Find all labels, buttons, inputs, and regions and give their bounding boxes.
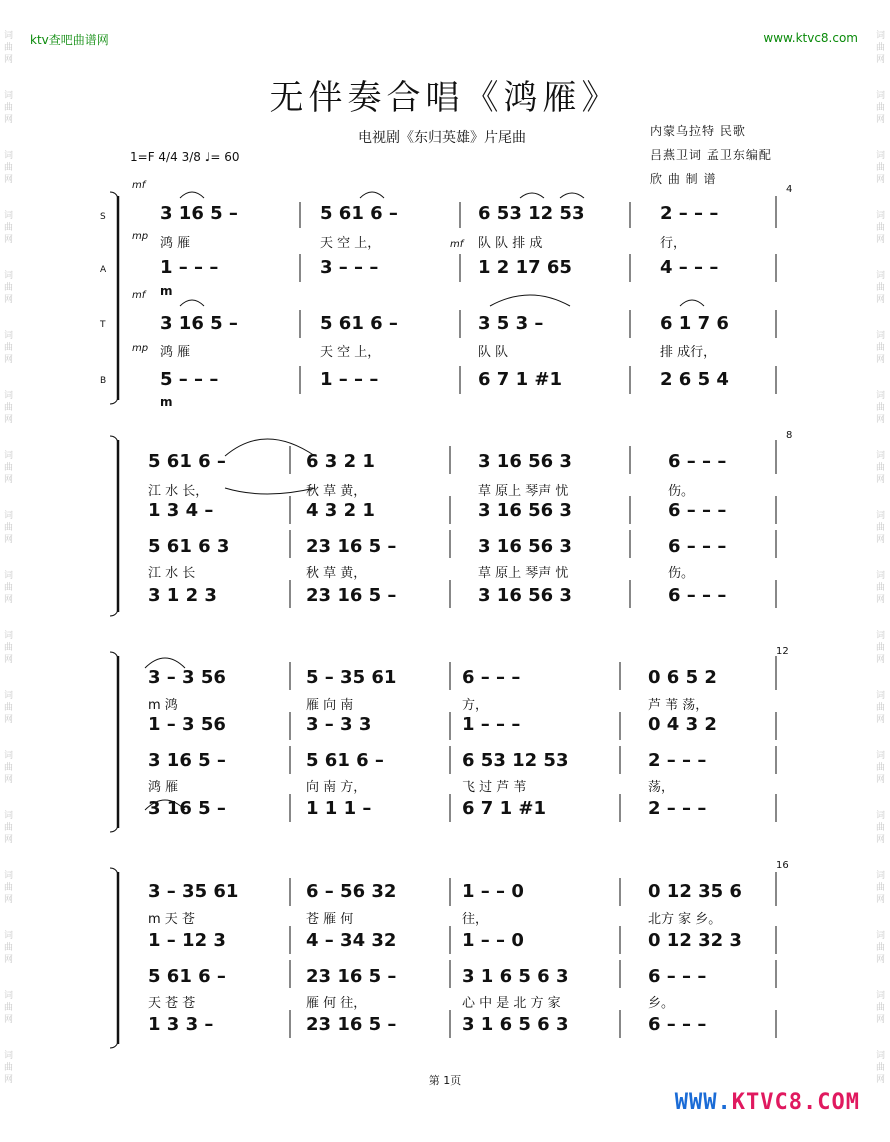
notation-segment: 1 2 17 65 (478, 257, 572, 278)
notation-segment: 6 – 56 32 (306, 881, 397, 902)
notation-segment: 23 16 5 – (306, 1014, 397, 1035)
site-url-right: www.ktvc8.com (763, 31, 858, 45)
lyric-segment: 雁 向 南 (306, 698, 354, 713)
notation-segment: 3 1 2 3 (148, 585, 217, 606)
dynamic-mark: mf (450, 239, 464, 250)
lyric-segment: 荡， (648, 780, 675, 795)
watermark-part-a: WWW. (674, 1090, 732, 1115)
notation-segment: 6 53 12 53 (462, 750, 569, 771)
lyric-segment: 芦 苇 荡， (648, 698, 709, 713)
notation-segment: 23 16 5 – (306, 966, 397, 987)
lyric-segment: 鸿 雁 (160, 236, 191, 251)
side-watermark-text: 词曲网 (876, 1051, 886, 1085)
lyric-segment: 往， (462, 912, 489, 927)
lyric-segment: 雁 何 往， (306, 996, 367, 1011)
notation-segment: 5 61 6 – (148, 966, 226, 987)
part-label-bass: B (100, 376, 107, 386)
notation-segment: 3 16 5 – (160, 313, 238, 334)
notation-segment: 1 – – 0 (462, 881, 524, 902)
dynamic-mark: mf (132, 290, 146, 301)
side-watermark-text: 词曲网 (876, 511, 886, 545)
credit-line-3: 欣 曲 制 谱 (650, 172, 717, 186)
notation-segment: 1 – – – (462, 714, 521, 735)
notation-segment: 23 16 5 – (306, 536, 397, 557)
notation-segment: 5 61 6 – (320, 313, 398, 334)
notation-segment: 1 3 4 – (148, 500, 214, 521)
side-watermark-text: 词曲网 (4, 871, 14, 905)
notation-segment: 3 1 6 5 6 3 (462, 966, 569, 987)
notation-segment: m (160, 395, 173, 409)
lyric-segment: 秋 草 黄， (306, 566, 367, 581)
lyric-segment: 天 空 上， (320, 236, 381, 251)
measure-number: 16 (776, 860, 789, 871)
side-watermark-text: 词曲网 (876, 31, 886, 65)
notation-segment: 2 – – – (648, 798, 707, 819)
notation-segment: 6 – – – (668, 500, 727, 521)
side-watermark-text: 词曲网 (4, 91, 14, 125)
notation-segment: 4 – – – (660, 257, 719, 278)
side-watermark-text: 词曲网 (4, 511, 14, 545)
notation-segment: 3 – 3 56 (148, 667, 226, 688)
side-watermark-text: 词曲网 (4, 1051, 14, 1085)
side-watermark-text: 词曲网 (876, 871, 886, 905)
measure-number: 8 (786, 430, 793, 441)
notation-segment: 6 3 2 1 (306, 451, 375, 472)
side-watermark-text: 词曲网 (4, 751, 14, 785)
side-watermark-text: 词曲网 (876, 151, 886, 185)
notation-segment: 2 – – – (660, 203, 719, 224)
watermark-part-b: KTVC8.COM (731, 1090, 860, 1115)
side-watermark-text: 词曲网 (876, 451, 886, 485)
notation-segment: 5 – 35 61 (306, 667, 397, 688)
side-watermark-text: 词曲网 (876, 91, 886, 125)
notation-segment: 3 16 5 – (148, 750, 226, 771)
notation-segment: 5 61 6 3 (148, 536, 230, 557)
notation-segment: 5 61 6 – (306, 750, 384, 771)
side-watermark-text: 词曲网 (4, 451, 14, 485)
page-number: 第 1页 (428, 1074, 462, 1087)
side-watermark-text: 词曲网 (876, 211, 886, 245)
site-name-left: ktv查吧曲谱网 (30, 33, 109, 47)
side-watermark-text: 词曲网 (4, 391, 14, 425)
notation-segment: 3 16 56 3 (478, 500, 572, 521)
side-watermark-text: 词曲网 (876, 391, 886, 425)
lyric-segment: 鸿 雁 (160, 345, 191, 360)
notation-segment: 4 – 34 32 (306, 930, 397, 951)
notation-segment: 3 5 3 – (478, 313, 544, 334)
time-signature-a: 4/4 (158, 150, 178, 164)
notation-segment: 6 – – – (668, 585, 727, 606)
notation-segment: 23 16 5 – (306, 585, 397, 606)
lyric-segment: 排 成行， (660, 345, 717, 360)
notation-segment: 6 – – – (462, 667, 521, 688)
measure-number: 12 (776, 646, 789, 657)
key-label: 1=F (130, 150, 155, 164)
notation-segment: 3 16 56 3 (478, 536, 572, 557)
side-watermark-text: 词曲网 (876, 631, 886, 665)
notation-segment: 6 – – – (668, 451, 727, 472)
tempo-mark: ♩= 60 (204, 150, 240, 164)
side-watermark-text: 词曲网 (876, 271, 886, 305)
notation-segment: 3 – 35 61 (148, 881, 239, 902)
notation-segment: 3 16 56 3 (478, 585, 572, 606)
notation-segment: 3 1 6 5 6 3 (462, 1014, 569, 1035)
lyric-segment: 方， (462, 698, 489, 713)
lyric-segment: 江 水 长 (148, 566, 196, 581)
notation-segment: m (160, 284, 173, 298)
dynamic-mark: mp (132, 343, 149, 354)
notation-segment: 5 – – – (160, 369, 219, 390)
lyric-segment: 江 水 长， (148, 484, 209, 499)
side-watermark-text: 词曲网 (4, 931, 14, 965)
side-watermark-text: 词曲网 (876, 751, 886, 785)
lyric-segment: 飞 过 芦 苇 (462, 780, 527, 795)
notation-segment: 1 – – – (320, 369, 379, 390)
lyric-segment: 队 队 (478, 345, 509, 360)
lyric-segment: m 鸿 (148, 698, 178, 713)
part-label-alto: A (100, 265, 107, 275)
lyric-segment: 秋 草 黄， (306, 484, 367, 499)
notation-segment: 6 7 1 #1 (462, 798, 546, 819)
notation-segment: 1 – – 0 (462, 930, 524, 951)
notation-segment: 1 3 3 – (148, 1014, 214, 1035)
part-label-tenor: T (100, 320, 106, 330)
notation-segment: 0 12 32 3 (648, 930, 742, 951)
lyric-segment: 行， (660, 236, 687, 251)
side-watermark-text: 词曲网 (4, 151, 14, 185)
side-watermark-text: 词曲网 (876, 811, 886, 845)
notation-segment: 6 53 12 53 (478, 203, 585, 224)
measure-number: 4 (786, 184, 793, 195)
lyric-segment: 鸿 雁 (148, 780, 179, 795)
lyric-segment: 伤。 (668, 566, 695, 581)
side-watermark-text: 词曲网 (876, 331, 886, 365)
part-label-soprano: S (100, 212, 106, 222)
notation-segment: 1 1 1 – (306, 798, 372, 819)
lyric-segment: 草 原上 琴声 忧 (478, 566, 569, 581)
subtitle: 电视剧《东归英雄》片尾曲 (358, 130, 526, 146)
notation-segment: 2 6 5 4 (660, 369, 729, 390)
page-title: 无伴奏合唱《鸿雁》 (269, 78, 621, 118)
notation-segment: 0 12 35 6 (648, 881, 742, 902)
time-signature-b: 3/8 (181, 150, 201, 164)
lyric-segment: 心 中 是 北 方 家 (462, 996, 561, 1011)
notation-segment: 3 16 56 3 (478, 451, 572, 472)
notation-segment: 1 – – – (160, 257, 219, 278)
side-watermark-text: 词曲网 (4, 271, 14, 305)
side-watermark-text: 词曲网 (876, 691, 886, 725)
notation-segment: 4 3 2 1 (306, 500, 375, 521)
lyric-segment: 伤。 (668, 484, 695, 499)
lyric-segment: 天 苍 苍 (148, 996, 196, 1011)
side-watermark-text: 词曲网 (4, 211, 14, 245)
lyric-segment: 乡。 (648, 996, 675, 1011)
credit-line-2: 吕燕卫词 孟卫东编配 (650, 148, 772, 162)
notation-segment: 6 7 1 #1 (478, 369, 562, 390)
side-watermark-text: 词曲网 (876, 931, 886, 965)
lyric-segment: m 天 苍 (148, 912, 195, 927)
bottom-watermark (675, 1090, 860, 1115)
side-watermark-text: 词曲网 (4, 571, 14, 605)
notation-segment: 6 – – – (668, 536, 727, 557)
notation-segment: 6 – – – (648, 1014, 707, 1035)
lyric-segment: 天 空 上， (320, 345, 381, 360)
side-watermark-text: 词曲网 (4, 31, 14, 65)
lyric-segment: 向 南 方， (306, 780, 367, 795)
notation-segment: 5 61 6 – (320, 203, 398, 224)
lyric-segment: 苍 雁 何 (306, 912, 354, 927)
side-watermark-text: 词曲网 (876, 991, 886, 1025)
notation-segment: 0 4 3 2 (648, 714, 717, 735)
dynamic-mark: mf (132, 180, 146, 191)
lyric-segment: 队 队 排 成 (478, 236, 543, 251)
notation-segment: 3 – – – (320, 257, 379, 278)
lyric-segment: 草 原上 琴声 忧 (478, 484, 569, 499)
side-watermark-text: 词曲网 (4, 991, 14, 1025)
credit-line-1: 内蒙乌拉特 民歌 (650, 124, 746, 138)
dynamic-mark: mp (132, 231, 149, 242)
notation-segment: 5 61 6 – (148, 451, 226, 472)
notation-segment: 3 16 5 – (160, 203, 238, 224)
side-watermark-text: 词曲网 (4, 691, 14, 725)
notation-segment: 3 – 3 3 (306, 714, 372, 735)
side-watermark-text: 词曲网 (876, 571, 886, 605)
side-watermark-text: 词曲网 (4, 331, 14, 365)
notation-segment: 0 6 5 2 (648, 667, 717, 688)
notation-segment: 1 – 3 56 (148, 714, 226, 735)
side-watermark-text: 词曲网 (4, 811, 14, 845)
notation-segment: 1 – 12 3 (148, 930, 226, 951)
notation-segment: 6 1 7 6 (660, 313, 729, 334)
side-watermark-text: 词曲网 (4, 631, 14, 665)
notation-segment: 3 16 5 – (148, 798, 226, 819)
lyric-segment: 北方 家 乡。 (648, 912, 722, 927)
notation-segment: 2 – – – (648, 750, 707, 771)
notation-segment: 6 – – – (648, 966, 707, 987)
